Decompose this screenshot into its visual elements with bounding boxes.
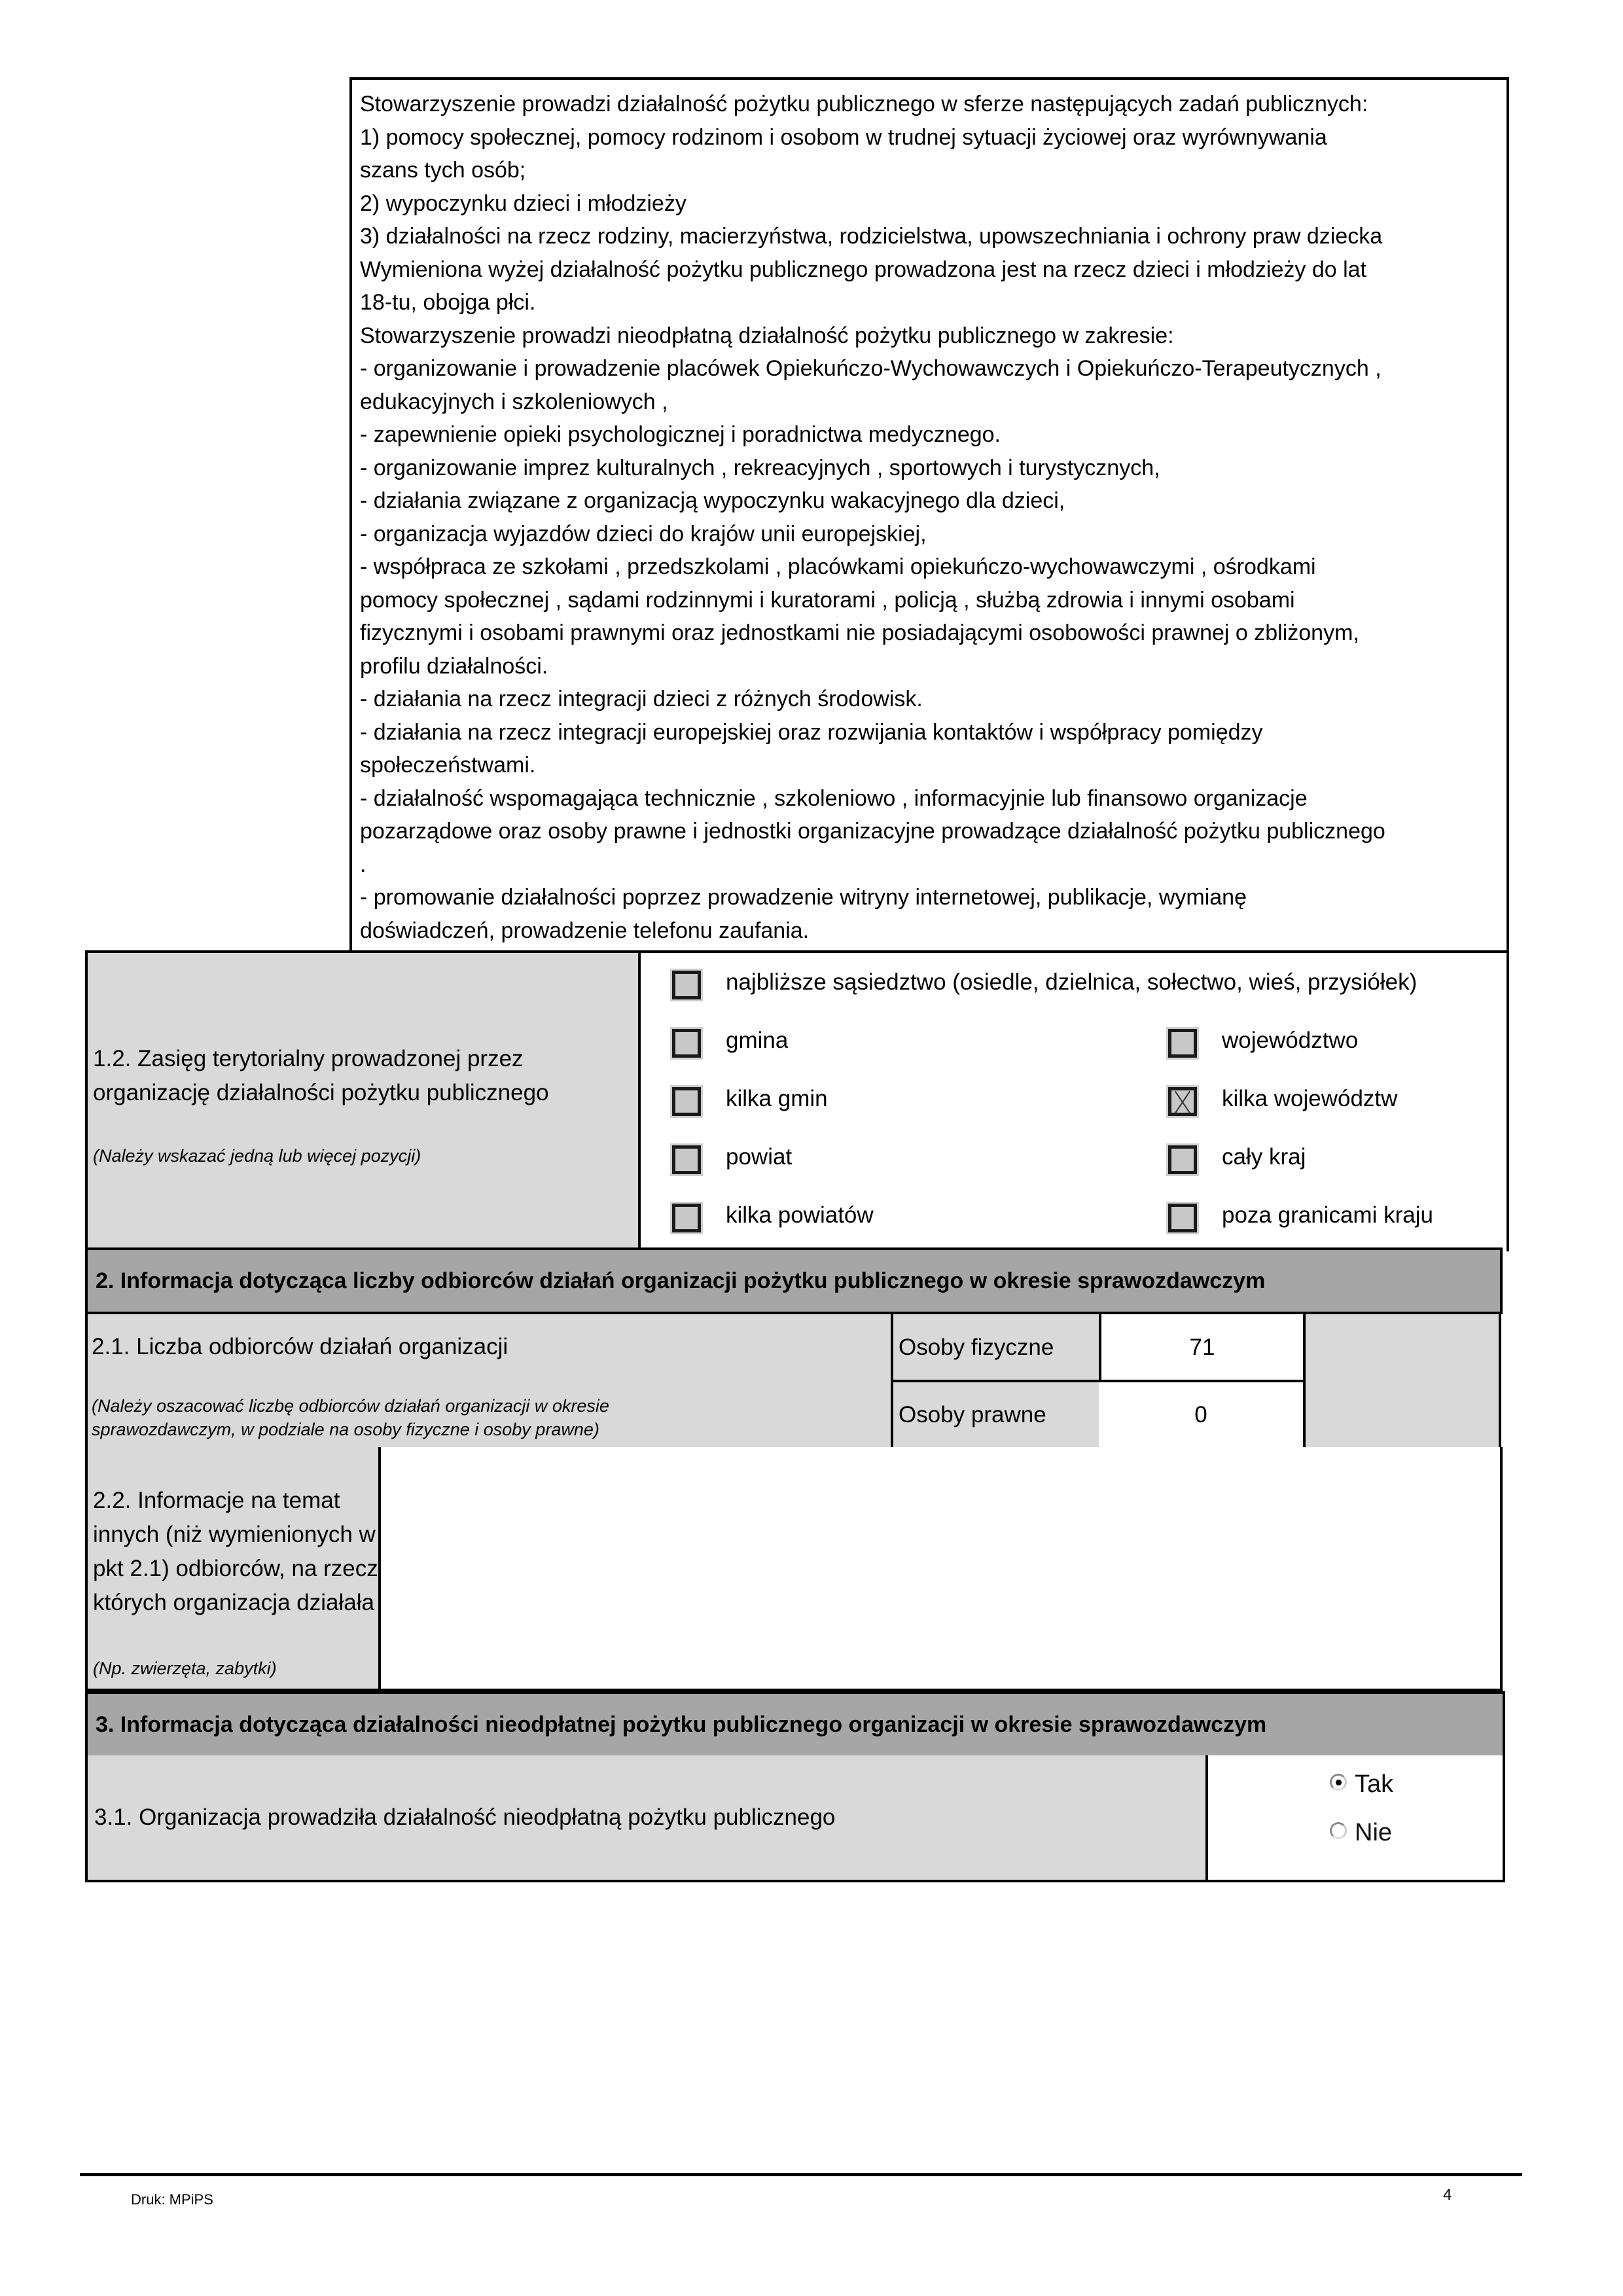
scope-checkbox[interactable]: [672, 1204, 701, 1232]
scope-checkbox[interactable]: [672, 1145, 701, 1174]
description-line: fizycznymi i osobami prawnymi oraz jednostkami nie posiadającymi osobowości prawnej o zbliżonym,: [360, 620, 1359, 645]
other-recipients-label: [93, 1484, 378, 1620]
description-line: - działania na rzecz integracji europejskiej oraz rozwijania kontaktów i współpracy pomiędzy: [360, 719, 1263, 745]
description-line: pomocy społecznej , sądami rodzinnymi i kuratorami , policją , służbą zdrowia i innymi osobami: [360, 587, 1295, 613]
recipients-count-hint-line1: (Należy oszacować liczbę odbiorców działań organizacji w okresie: [92, 1396, 609, 1416]
description-line: .: [360, 852, 366, 877]
scope-checkbox-label: kilka gmin: [726, 1086, 828, 1111]
description-line: edukacyjnych i szkoleniowych ,: [360, 389, 668, 414]
natural-persons-label: Osoby fizyczne: [899, 1335, 1054, 1360]
other-recipients-hint: (Np. zwierzęta, zabytki): [93, 1659, 277, 1678]
nie-radio[interactable]: [1330, 1822, 1347, 1839]
description-line: - promowanie działalności poprzez prowadzenie witryny internetowej, publikacje, wymianę: [360, 885, 1247, 910]
section-3-header: [85, 1691, 1505, 1758]
other-recipients-label-line: których organizacja działała: [93, 1590, 374, 1615]
natural-persons-label-cell: [891, 1312, 1101, 1381]
scope-checkbox[interactable]: [1168, 1087, 1197, 1116]
description-line: 3) działalności na rzecz rodziny, macierzyństwa, rodzicielstwa, upowszechniania i ochrony praw dziecka: [360, 224, 1383, 249]
description-line: - organizowanie imprez kulturalnych , rekreacyjnych , sportowych i turystycznych,: [360, 455, 1160, 480]
scope-checkbox-label: poza granicami kraju: [1222, 1202, 1433, 1228]
description-line: - działania związane z organizacją wypoczynku wakacyjnego dla dzieci,: [360, 488, 1065, 513]
activity-description-field[interactable]: [349, 77, 1509, 954]
legal-persons-label-cell: [891, 1380, 1101, 1450]
other-recipients-label-line: innych (niż wymienionych w: [93, 1522, 376, 1547]
description-line: doświadczeń, prowadzenie telefonu zaufania.: [360, 918, 810, 943]
activity-description-text: [360, 88, 1500, 947]
recipients-count-hint-line2: sprawozdawczym, w podziale na osoby fizyczne i osoby prawne): [92, 1420, 599, 1439]
recipients-count-label: 2.1. Liczba odbiorców działań organizacji: [92, 1334, 508, 1359]
page-number: 4: [1443, 2186, 1452, 2204]
recipients-count-hint: [92, 1394, 609, 1441]
other-recipients-label-line: pkt 2.1) odbiorców, na rzecz: [93, 1556, 378, 1581]
legal-persons-value: 0: [1194, 1401, 1207, 1427]
scope-checkbox[interactable]: [1168, 1029, 1197, 1058]
scope-checkbox[interactable]: [672, 971, 701, 999]
scope-checkbox[interactable]: [1168, 1204, 1197, 1232]
nie-radio-label[interactable]: Nie: [1355, 1819, 1393, 1846]
description-line: Wymieniona wyżej działalność pożytku publicznego prowadzona jest na rzecz dzieci i młodzieży do lat: [360, 257, 1367, 282]
description-line: profilu działalności.: [360, 653, 548, 679]
description-line: - współpraca ze szkołami , przedszkolami , placówkami opiekuńczo-wychowawczymi , ośrodkami: [360, 554, 1316, 579]
scope-checkbox-label: województwo: [1222, 1028, 1359, 1053]
section-2-header: [85, 1247, 1503, 1314]
other-recipients-label-line: 2.2. Informacje na temat: [93, 1488, 340, 1513]
natural-persons-value-field[interactable]: [1101, 1312, 1306, 1381]
natural-persons-value: 71: [1189, 1335, 1215, 1360]
territorial-scope-hint: (Należy wskazać jedną lub więcej pozycji): [93, 1146, 421, 1166]
free-activity-label-cell: [85, 1755, 1208, 1882]
scope-checkbox-label: kilka województw: [1222, 1086, 1398, 1111]
territorial-scope-label-cell: [88, 953, 638, 1251]
description-line: - działalność wspomagająca technicznie , szkoleniowo , informacyjnie lub finansowo organizacje: [360, 785, 1308, 811]
scope-checkbox-label: najbliższe sąsiedztwo (osiedle, dzielnica, sołectwo, wieś, przysiółek): [726, 969, 1418, 995]
description-line: 1) pomocy społecznej, pomocy rodzinom i osobom w trudnej sytuacji życiowej oraz wyrównywania: [360, 124, 1327, 150]
territorial-scope-options-cell: [638, 953, 1507, 1251]
description-line: - działania na rzecz integracji dzieci z różnych środowisk.: [360, 687, 923, 711]
territorial-scope-label-line2: organizację działalności pożytku publicznego: [93, 1080, 549, 1105]
footer-print-label: Druk: MPiPS: [131, 2191, 213, 2208]
legal-persons-label: Osoby prawne: [899, 1401, 1046, 1427]
territorial-scope-label: [93, 1042, 549, 1110]
description-line: - organizowanie i prowadzenie placówek Opiekuńczo-Wychowawczych i Opiekuńczo-Terapeutycznych ,: [360, 356, 1382, 381]
scope-checkbox[interactable]: [672, 1087, 701, 1116]
description-line: 2) wypoczynku dzieci i młodzieży: [360, 190, 687, 216]
legal-persons-value-field[interactable]: [1099, 1380, 1306, 1450]
tak-radio-label[interactable]: Tak: [1355, 1770, 1394, 1798]
other-recipients-label-cell: [85, 1447, 381, 1691]
scope-checkbox-label: gmina: [726, 1028, 789, 1053]
description-line: Stowarzyszenie prowadzi nieodpłatną działalność pożytku publicznego w zakresie:: [360, 323, 1174, 348]
scope-checkbox[interactable]: [672, 1029, 701, 1058]
description-line: - zapewnienie opieki psychologicznej i poradnictwa medycznego.: [360, 422, 1001, 447]
section-3-title: 3. Informacja dotycząca działalności nieodpłatnej pożytku publicznego organizacji w okresie sprawozdawczym: [96, 1712, 1267, 1737]
description-line: 18-tu, obojga płci.: [360, 290, 536, 315]
description-line: - organizacja wyjazdów dzieci do krajów unii europejskiej,: [360, 521, 927, 547]
tak-radio[interactable]: [1330, 1774, 1347, 1791]
free-activity-options-cell: [1208, 1755, 1505, 1882]
territorial-scope-label-line1: 1.2. Zasięg terytorialny prowadzonej przez: [93, 1046, 524, 1071]
scope-checkbox-label: powiat: [726, 1144, 793, 1170]
description-line: szans tych osób;: [360, 158, 526, 183]
scope-checkbox-label: cały kraj: [1222, 1144, 1306, 1170]
other-recipients-field[interactable]: [381, 1447, 1503, 1691]
description-line: Stowarzyszenie prowadzi działalność pożytku publicznego w sferze następujących zadań publicznych:: [360, 92, 1368, 117]
footer-rule: [80, 2173, 1522, 2176]
scope-checkbox[interactable]: [1168, 1145, 1197, 1174]
free-activity-label: 3.1. Organizacja prowadziła działalność nieodpłatną pożytku publicznego: [94, 1804, 836, 1830]
description-line: pozarządowe oraz osoby prawne i jednostki organizacyjne prowadzące działalność pożytku publicznego: [360, 819, 1385, 844]
section-2-title: 2. Informacja dotycząca liczby odbiorców działań organizacji pożytku publicznego w okresie sprawozdawczym: [96, 1268, 1266, 1293]
description-line: społeczeństwami.: [360, 753, 536, 778]
scope-checkbox-label: kilka powiatów: [726, 1202, 874, 1228]
